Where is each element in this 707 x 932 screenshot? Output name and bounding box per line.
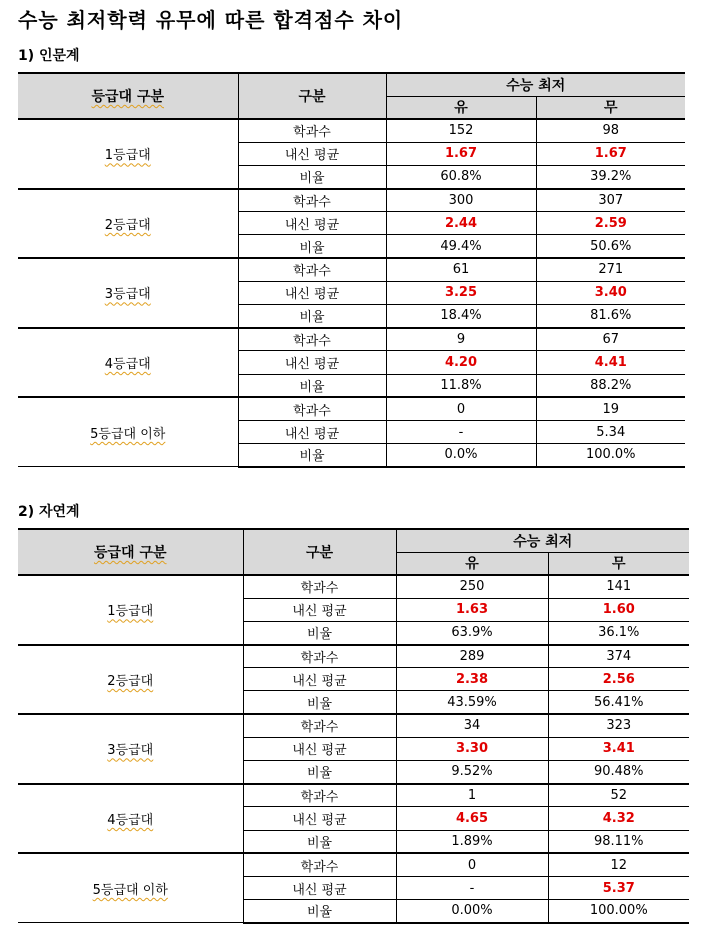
yes-value: 43.59% (396, 691, 548, 714)
no-value: 67 (536, 328, 685, 351)
header-row (18, 529, 689, 552)
no-value: 98.11% (548, 830, 689, 853)
no-value: 39.2% (536, 165, 685, 188)
row-label: 내신 평균 (238, 281, 386, 304)
no-value: 4.41 (536, 351, 685, 374)
yes-value: 63.9% (396, 621, 548, 644)
no-value: 323 (548, 714, 689, 737)
group-header-label: 등급대 구분 (91, 89, 164, 105)
no-value: 5.37 (548, 876, 689, 899)
table-row (18, 328, 685, 351)
grade-group-cell (18, 714, 243, 784)
no-value: 3.41 (548, 737, 689, 760)
group-header (18, 73, 238, 119)
grade-group-cell (18, 119, 238, 189)
grade-group-cell (18, 784, 243, 854)
suneung-header: 수능 최저 (386, 73, 685, 96)
table-row (18, 784, 689, 807)
no-value: 88.2% (536, 374, 685, 397)
humanities-table (18, 72, 685, 468)
section-heading-humanities: 1) 인문계 (18, 48, 80, 64)
row-label: 학과수 (238, 397, 386, 420)
no-value: 98 (536, 119, 685, 142)
no-value: 52 (548, 784, 689, 807)
row-label: 비율 (238, 235, 386, 258)
grade-group-cell (18, 397, 238, 467)
table-row (18, 189, 685, 212)
row-label: 내신 평균 (243, 807, 396, 830)
no-value: 4.32 (548, 807, 689, 830)
no-value: 3.40 (536, 281, 685, 304)
no-header: 무 (536, 96, 685, 119)
section-heading-natural-sciences: 2) 자연계 (18, 504, 80, 520)
yes-value: 2.38 (396, 668, 548, 691)
table-row (18, 258, 685, 281)
no-value: 1.67 (536, 142, 685, 165)
no-value: 374 (548, 645, 689, 668)
yes-value: 0.00% (396, 900, 548, 923)
no-value: 12 (548, 853, 689, 876)
table-row (18, 714, 689, 737)
grade-group-label: 3등급대 (107, 743, 154, 759)
row-label: 학과수 (243, 784, 396, 807)
no-value: 90.48% (548, 761, 689, 784)
no-value: 81.6% (536, 305, 685, 328)
grade-group-cell (18, 853, 243, 923)
row-label: 학과수 (243, 853, 396, 876)
row-label: 내신 평균 (243, 876, 396, 899)
yes-value: 2.44 (386, 212, 536, 235)
yes-value: 3.25 (386, 281, 536, 304)
no-value: 307 (536, 189, 685, 212)
yes-value: - (396, 876, 548, 899)
yes-value: 1.67 (386, 142, 536, 165)
yes-value: 0 (386, 397, 536, 420)
category-header: 구분 (243, 529, 396, 575)
row-label: 학과수 (243, 575, 396, 598)
natural-sciences-table (18, 528, 689, 924)
no-value: 100.00% (548, 900, 689, 923)
yes-value: 289 (396, 645, 548, 668)
grade-group-label: 5등급대 이하 (92, 882, 168, 898)
row-label: 비율 (243, 761, 396, 784)
no-value: 19 (536, 397, 685, 420)
yes-value: 11.8% (386, 374, 536, 397)
yes-value: 9.52% (396, 761, 548, 784)
table-row (18, 853, 689, 876)
yes-value: 3.30 (396, 737, 548, 760)
yes-header: 유 (396, 552, 548, 575)
row-label: 내신 평균 (238, 420, 386, 443)
group-header (18, 529, 243, 575)
yes-value: 1.63 (396, 598, 548, 621)
header-row (18, 73, 685, 96)
yes-value: 61 (386, 258, 536, 281)
row-label: 비율 (238, 444, 386, 467)
row-label: 내신 평균 (238, 212, 386, 235)
yes-value: 152 (386, 119, 536, 142)
row-label: 비율 (243, 900, 396, 923)
grade-group-cell (18, 258, 238, 328)
yes-value: 0 (396, 853, 548, 876)
yes-value: 9 (386, 328, 536, 351)
row-label: 비율 (243, 691, 396, 714)
no-value: 1.60 (548, 598, 689, 621)
grade-group-label: 1등급대 (107, 604, 154, 620)
table-row (18, 397, 685, 420)
yes-value: 49.4% (386, 235, 536, 258)
yes-value: 1.89% (396, 830, 548, 853)
group-header-label: 등급대 구분 (94, 545, 167, 561)
no-value: 271 (536, 258, 685, 281)
row-label: 비율 (238, 374, 386, 397)
yes-value: 1 (396, 784, 548, 807)
yes-value: 18.4% (386, 305, 536, 328)
row-label: 내신 평균 (238, 142, 386, 165)
no-value: 50.6% (536, 235, 685, 258)
no-value: 141 (548, 575, 689, 598)
yes-value: 60.8% (386, 165, 536, 188)
row-label: 비율 (238, 305, 386, 328)
row-label: 내신 평균 (243, 668, 396, 691)
no-value: 2.59 (536, 212, 685, 235)
yes-value: 4.65 (396, 807, 548, 830)
row-label: 내신 평균 (238, 351, 386, 374)
row-label: 내신 평균 (243, 598, 396, 621)
row-label: 비율 (243, 621, 396, 644)
page-title: 수능 최저학력 유무에 따른 합격점수 차이 (18, 8, 404, 32)
category-header: 구분 (238, 73, 386, 119)
no-value: 100.0% (536, 444, 685, 467)
grade-group-label: 4등급대 (104, 356, 151, 372)
row-label: 학과수 (238, 328, 386, 351)
table-row (18, 119, 685, 142)
row-label: 학과수 (238, 189, 386, 212)
grade-group-label: 3등급대 (104, 287, 151, 303)
grade-group-label: 2등급대 (107, 673, 154, 689)
no-value: 2.56 (548, 668, 689, 691)
grade-group-label: 5등급대 이하 (90, 426, 166, 442)
table-row (18, 645, 689, 668)
yes-header: 유 (386, 96, 536, 119)
yes-value: 250 (396, 575, 548, 598)
row-label: 비율 (238, 165, 386, 188)
row-label: 내신 평균 (243, 737, 396, 760)
table-row (18, 575, 689, 598)
no-value: 36.1% (548, 621, 689, 644)
grade-group-cell (18, 328, 238, 398)
no-value: 56.41% (548, 691, 689, 714)
yes-value: 0.0% (386, 444, 536, 467)
yes-value: - (386, 420, 536, 443)
row-label: 학과수 (238, 119, 386, 142)
grade-group-label: 4등급대 (107, 812, 154, 828)
row-label: 학과수 (243, 714, 396, 737)
grade-group-cell (18, 645, 243, 715)
no-value: 5.34 (536, 420, 685, 443)
yes-value: 300 (386, 189, 536, 212)
yes-value: 4.20 (386, 351, 536, 374)
grade-group-label: 1등급대 (104, 148, 151, 164)
suneung-header: 수능 최저 (396, 529, 689, 552)
grade-group-cell (18, 189, 238, 259)
grade-group-cell (18, 575, 243, 645)
no-header: 무 (548, 552, 689, 575)
row-label: 비율 (243, 830, 396, 853)
row-label: 학과수 (238, 258, 386, 281)
yes-value: 34 (396, 714, 548, 737)
grade-group-label: 2등급대 (104, 217, 151, 233)
row-label: 학과수 (243, 645, 396, 668)
